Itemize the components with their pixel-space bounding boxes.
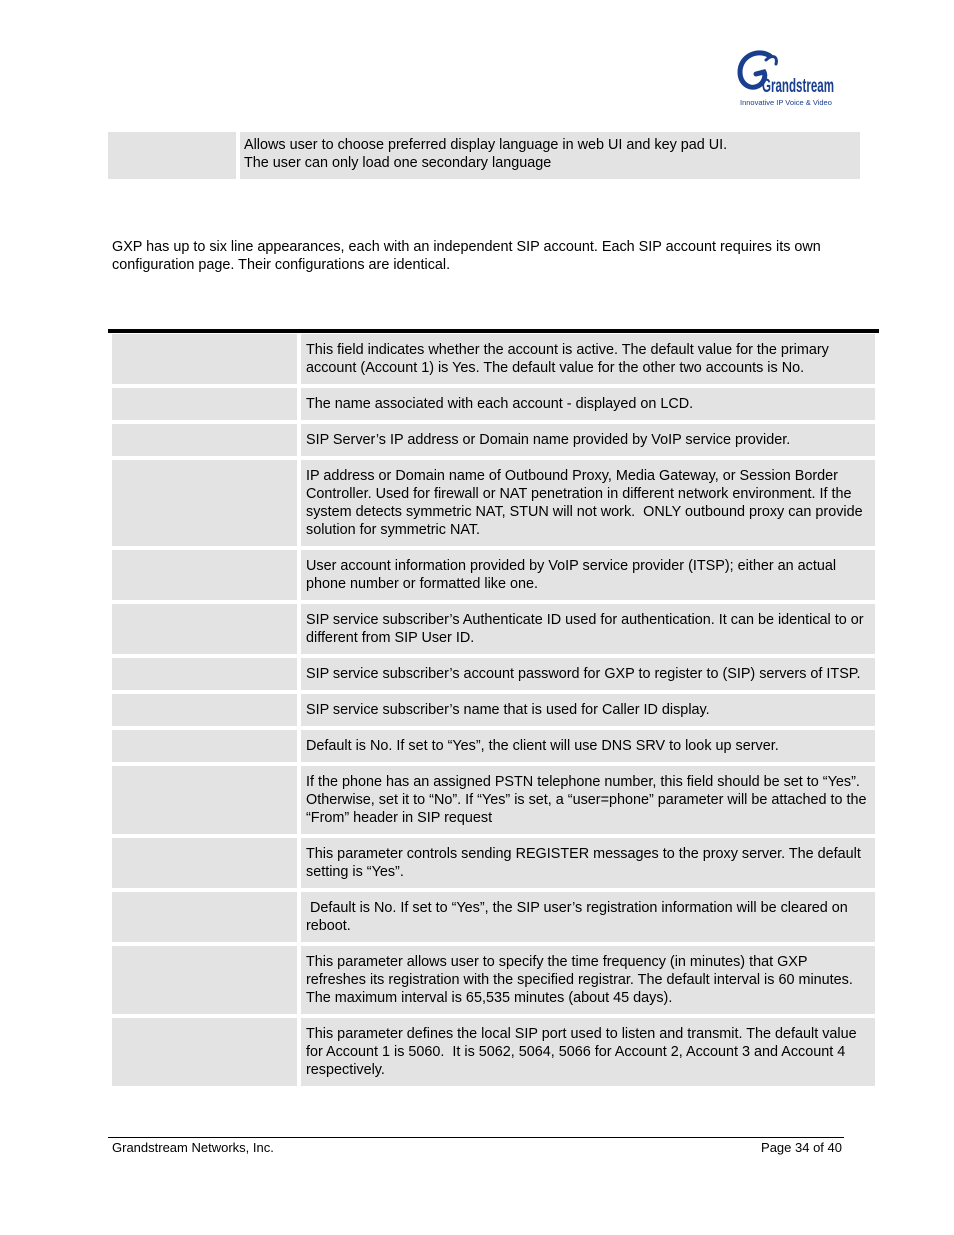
row-label-cell [112, 334, 297, 384]
row-description: IP address or Domain name of Outbound Proxy, Media Gateway, or Session Border Controller. Used for firewall or NAT penetration in different network environment. If the system detects symmetric NAT, STUN will not work. ONLY outbound proxy can provide solution for symmetric NAT. [306, 468, 867, 538]
grandstream-logo-mark [736, 50, 840, 98]
table-row [112, 604, 875, 654]
row-label-cell [112, 766, 297, 834]
row-label-cell [112, 946, 297, 1014]
row-description: This parameter allows user to specify the time frequency (in minutes) that GXP refreshes its registration with the specified registrar. The default interval is 60 minutes. The maximum interval is 65,535 minutes (about 45 days). [306, 954, 857, 1006]
row-description-cell [301, 550, 875, 600]
row-label-cell [112, 460, 297, 546]
row-description: SIP Server’s IP address or Domain name provided by VoIP service provider. [306, 432, 791, 448]
table-row [112, 550, 875, 600]
description-line: Allows user to choose preferred display language in web UI and key pad UI. [244, 137, 728, 153]
table-row [112, 838, 875, 888]
row-description: If the phone has an assigned PSTN telephone number, this field should be set to “Yes”. Otherwise, set it to “No”. If “Yes” is set, a “user=phone” parameter will be attached to the “From” header in SIP request [306, 774, 871, 826]
row-label-cell [112, 694, 297, 726]
row-label-cell [112, 388, 297, 420]
row-description-cell [301, 334, 875, 384]
table-row [112, 694, 875, 726]
row-description-cell [301, 730, 875, 762]
row-label-cell [112, 892, 297, 942]
table-row [112, 766, 875, 834]
row-description-cell [301, 388, 875, 420]
logo-tagline: Innovative IP Voice & Video [740, 98, 832, 107]
table-row [112, 334, 875, 384]
row-description-cell [301, 658, 875, 690]
table-row [112, 424, 875, 456]
row-label-cell [112, 1018, 297, 1086]
table-row [112, 658, 875, 690]
footer-company: Grandstream Networks, Inc. [112, 1140, 274, 1155]
table-row [112, 388, 875, 420]
row-description-cell [301, 604, 875, 654]
row-label-cell [112, 838, 297, 888]
language-table-row [108, 132, 860, 179]
row-description-cell [301, 424, 875, 456]
row-description-cell [240, 132, 860, 179]
row-label-cell [112, 424, 297, 456]
row-description-cell [301, 946, 875, 1014]
row-description-cell [301, 694, 875, 726]
table-row [112, 460, 875, 546]
account-settings-table [112, 334, 875, 1090]
table-row [112, 730, 875, 762]
row-description: This parameter controls sending REGISTER messages to the proxy server. The default setting is “Yes”. [306, 846, 865, 880]
row-description-cell [301, 838, 875, 888]
row-description: User account information provided by VoIP service provider (ITSP); either an actual phone number or formatted like one. [306, 558, 841, 592]
row-description: SIP service subscriber’s account password for GXP to register to (SIP) servers of ITSP. [306, 666, 861, 682]
intro-paragraph: GXP has up to six line appearances, each with an independent SIP account. Each SIP account requires its own configuration page. Their configurations are identical. [112, 239, 821, 273]
row-description-cell [301, 1018, 875, 1086]
row-label-cell [108, 132, 236, 179]
footer-rule [108, 1137, 844, 1138]
row-description: Default is No. If set to “Yes”, the client will use DNS SRV to look up server. [306, 738, 779, 754]
logo-brand-text: Grandstream [762, 76, 834, 97]
description-line: The user can only load one secondary language [244, 155, 552, 171]
table-row [112, 1018, 875, 1086]
table-row [112, 892, 875, 942]
footer-page-number: Page 34 of 40 [761, 1140, 842, 1155]
table-header-rule [108, 329, 879, 333]
row-description-cell [301, 766, 875, 834]
row-description-cell [301, 460, 875, 546]
row-description: This field indicates whether the account is active. The default value for the primary account (Account 1) is Yes. The default value for the other two accounts is No. [306, 342, 833, 376]
row-label-cell [112, 658, 297, 690]
row-label-cell [112, 730, 297, 762]
row-description: Default is No. If set to “Yes”, the SIP user’s registration information will be cleared on reboot. [306, 900, 852, 934]
grandstream-logo [736, 50, 840, 110]
row-description: The name associated with each account - displayed on LCD. [306, 396, 694, 412]
row-description: SIP service subscriber’s name that is used for Caller ID display. [306, 702, 710, 718]
row-label-cell [112, 550, 297, 600]
row-description: SIP service subscriber’s Authenticate ID used for authentication. It can be identical to or different from SIP User ID. [306, 612, 868, 646]
row-description: This parameter defines the local SIP port used to listen and transmit. The default value for Account 1 is 5060. It is 5062, 5064, 5066 for Account 2, Account 3 and Account 4 respectively. [306, 1026, 861, 1078]
row-description-cell [301, 892, 875, 942]
table-row [112, 946, 875, 1014]
row-label-cell [112, 604, 297, 654]
